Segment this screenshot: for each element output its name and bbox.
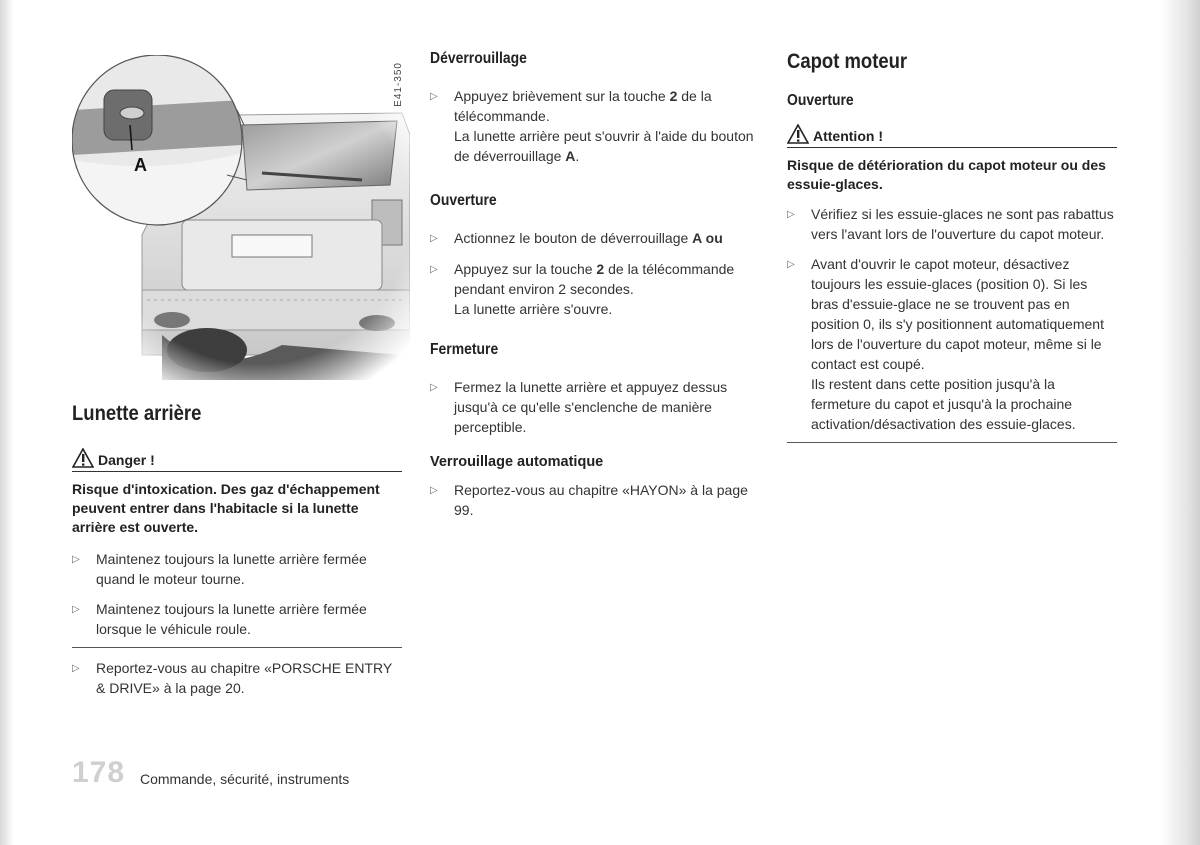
figure-callout-a: A: [134, 155, 147, 175]
list-item: [430, 480, 770, 520]
list-item-text: Reportez-vous au chapitre «PORSCHE ENTRY & DRIVE» à la page 20.: [96, 660, 392, 696]
list-item: [430, 86, 770, 166]
heading-opening: Ouverture: [430, 192, 497, 209]
list-item: [72, 599, 402, 639]
bullet-arrow-icon: ▷: [430, 91, 438, 102]
list-item-text: Maintenez toujours la lunette arrière fermée lorsque le véhicule roule.: [96, 601, 367, 637]
danger-header: [72, 448, 402, 472]
bullet-arrow-icon: ▷: [430, 485, 438, 496]
figure-code: E41-350: [393, 62, 404, 107]
list-item-text: Actionnez le bouton de déverrouillage A ou: [454, 230, 723, 246]
section-divider: [72, 647, 402, 648]
warning-triangle-icon: [787, 124, 809, 144]
bullet-arrow-icon: ▷: [787, 209, 795, 220]
bullet-arrow-icon: ▷: [72, 604, 80, 615]
danger-label: Danger !: [98, 452, 155, 468]
bullet-arrow-icon: ▷: [430, 264, 438, 275]
list-item: [430, 377, 770, 437]
list-item: [787, 204, 1117, 244]
page-edge-left: [0, 0, 14, 845]
list-item: [787, 254, 1117, 434]
list-item-text: Appuyez sur la touche 2 de la télécommande pendant environ 2 secondes. La lunette arrière s'ouvre.: [454, 261, 735, 317]
list-item: [72, 549, 402, 589]
danger-text: Risque d'intoxication. Des gaz d'échappement peuvent entrer dans l'habitacle si la lunette arrière est ouverte.: [72, 481, 380, 535]
rear-window-section: [72, 402, 402, 698]
list-item-text: Appuyez brièvement sur la touche 2 de la télécommande. La lunette arrière peut s'ouvrir à l'aide du bouton de déverrouillage A.: [454, 88, 754, 164]
bullet-arrow-icon: ▷: [430, 233, 438, 244]
section-title-rear-window: Lunette arrière: [72, 402, 202, 425]
list-item-text: Vérifiez si les essuie-glaces ne sont pas rabattus vers l'avant lors de l'ouverture du capot moteur.: [811, 206, 1114, 242]
heading-auto-locking: Verrouillage automatique: [430, 454, 604, 470]
heading-closing: Fermeture: [430, 341, 499, 358]
page-edge-right: [1160, 0, 1200, 845]
list-item: [72, 658, 402, 698]
bullet-arrow-icon: ▷: [787, 259, 795, 270]
heading-hood-opening: Ouverture: [787, 92, 854, 109]
list-item-text: Fermez la lunette arrière et appuyez dessus jusqu'à ce qu'elle s'enclenche de manière perceptible.: [454, 379, 728, 435]
section-divider: [787, 442, 1117, 443]
list-item: [430, 259, 770, 319]
engine-hood-column: [787, 50, 1117, 443]
attention-text: Risque de détérioration du capot moteur ou des essuie-glaces.: [787, 157, 1106, 192]
rear-window-figure: [72, 55, 410, 380]
attention-label: Attention !: [813, 128, 883, 144]
warning-triangle-icon: [72, 448, 94, 468]
section-title-engine-hood: Capot moteur: [787, 50, 908, 73]
bullet-arrow-icon: ▷: [72, 554, 80, 565]
heading-unlocking: Déverrouillage: [430, 50, 527, 67]
list-item-text: Maintenez toujours la lunette arrière fermée quand le moteur tourne.: [96, 551, 367, 587]
page-number: 178: [72, 756, 126, 789]
bullet-arrow-icon: ▷: [430, 382, 438, 393]
bullet-arrow-icon: ▷: [72, 663, 80, 674]
list-item-text: Reportez-vous au chapitre «HAYON» à la page 99.: [454, 482, 748, 518]
unlocking-column: [430, 50, 770, 520]
list-item-text: Avant d'ouvrir le capot moteur, désactivez toujours les essuie-glaces (position 0). Si les bras d'essuie-glace ne se trouvent pas en position 0, ils s'y positionnent automatiquement lors de l'ouverture du capot moteur, même si le contact est coupé. Ils restent dans cette position jusqu'à la fermeture du capot et jusqu'à la prochaine activation/désactivation des essuie-glaces.: [811, 256, 1104, 432]
chapter-title: Commande, sécurité, instruments: [140, 771, 350, 787]
list-item: [430, 228, 770, 249]
attention-header: [787, 124, 1117, 148]
